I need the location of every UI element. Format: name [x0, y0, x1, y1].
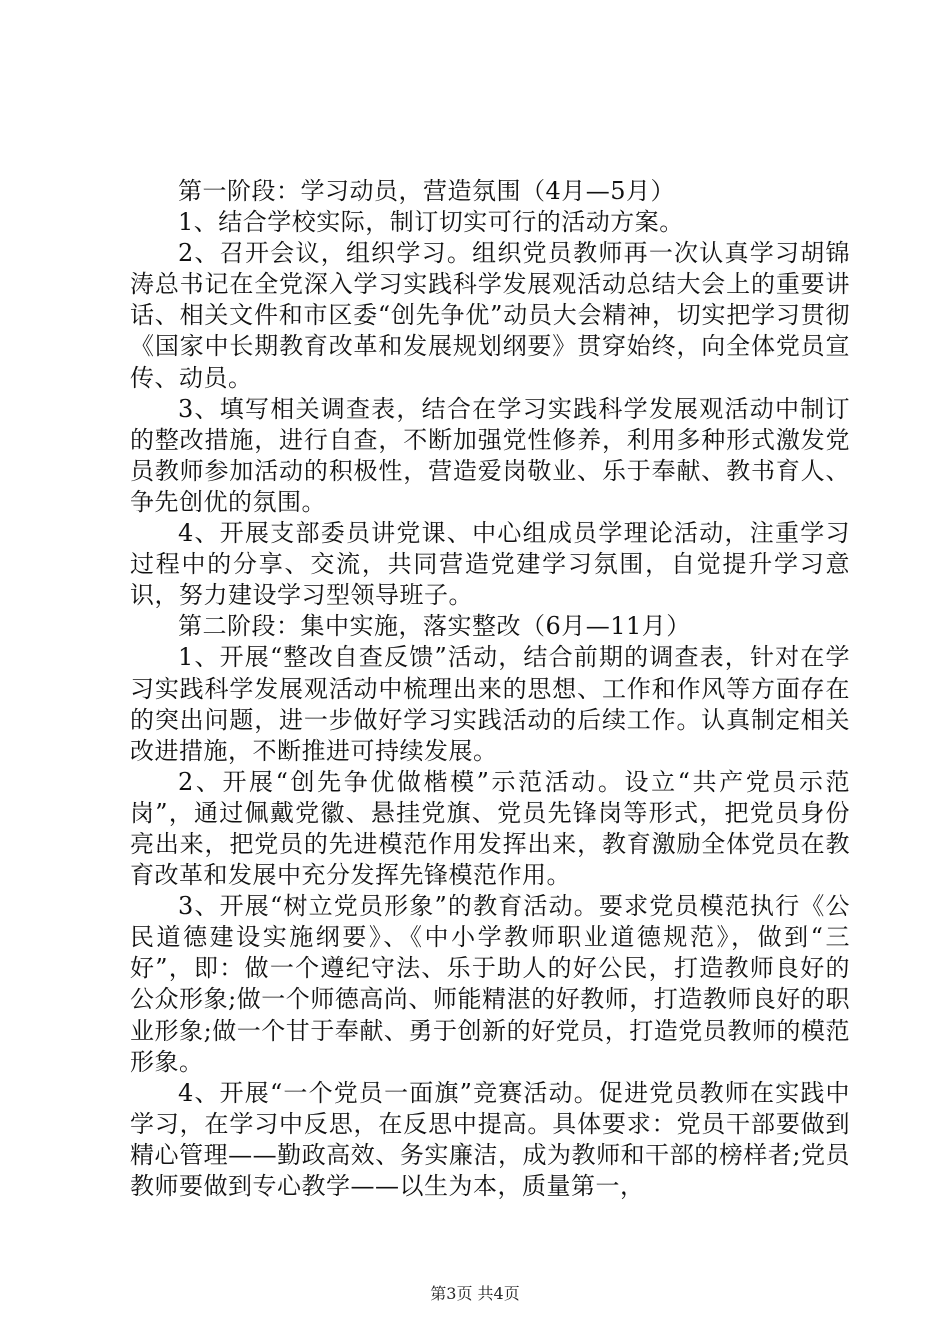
- paragraph: 2、召开会议，组织学习。组织党员教师再一次认真学习胡锦涛总书记在全党深入学习实践科学发展观活动总结大会上的重要讲话、相关文件和市区委“创先争优”动员大会精神，切实把学习贯彻《国家中长期教育改革和发展规划纲要》贯穿始终，向全体党员宣传、动员。: [130, 239, 850, 392]
- paragraph: 4、开展“一个党员一面旗”竞赛活动。促进党员教师在实践中学习，在学习中反思，在反思中提高。具体要求：党员干部要做到精心管理——勤政高效、务实廉洁，成为教师和干部的榜样者;党员教师要做到专心教学——以生为本，质量第一，: [130, 1078, 850, 1200]
- document-body: [130, 176, 850, 1202]
- paragraph: 1、开展“整改自查反馈”活动，结合前期的调查表，针对在学习实践科学发展观活动中梳理出来的思想、工作和作风等方面存在的突出问题，进一步做好学习实践活动的后续工作。认真制定相关改进措施，不断推进可持续发展。: [130, 643, 850, 765]
- stage-one-heading: 第一阶段：学习动员，营造氛围（4月—5月）: [178, 177, 676, 205]
- paragraph: 1、结合学校实际，制订切实可行的活动方案。: [178, 208, 684, 237]
- paragraph: 4、开展支部委员讲党课、中心组成员学理论活动，注重学习过程中的分享、交流，共同营造党建学习氛围，自觉提升学习意识，努力建设学习型领导班子。: [130, 519, 850, 610]
- paragraph: 3、开展“树立党员形象”的教育活动。要求党员模范执行《公民道德建设实施纲要》、《中小学教师职业道德规范》，做到“三好”，即：做一个遵纪守法、乐于助人的好公民，打造教师良好的公众形象;做一个师德高尚、师能精湛的好教师，打造教师良好的职业形象;做一个甘于奉献、勇于创新的好党员，打造党员教师的模范形象。: [130, 892, 850, 1076]
- paragraph: 2、开展“创先争优做楷模”示范活动。设立“共产党员示范岗”，通过佩戴党徽、悬挂党旗、党员先锋岗等形式，把党员身份亮出来，把党员的先进模范作用发挥出来，教育激励全体党员在教育改革和发展中充分发挥先锋模范作用。: [130, 767, 850, 890]
- stage-two-heading: 第二阶段：集中实施，落实整改（6月—11月）: [178, 612, 691, 641]
- paragraph: 3、填写相关调查表，结合在学习实践科学发展观活动中制订的整改措施，进行自查，不断加强党性修养，利用多种形式激发党员教师参加活动的积极性，营造爱岗敬业、乐于奉献、教书育人、争先创优的氛围。: [130, 394, 850, 516]
- page-number-footer: 第3页 共4页: [430, 1284, 520, 1303]
